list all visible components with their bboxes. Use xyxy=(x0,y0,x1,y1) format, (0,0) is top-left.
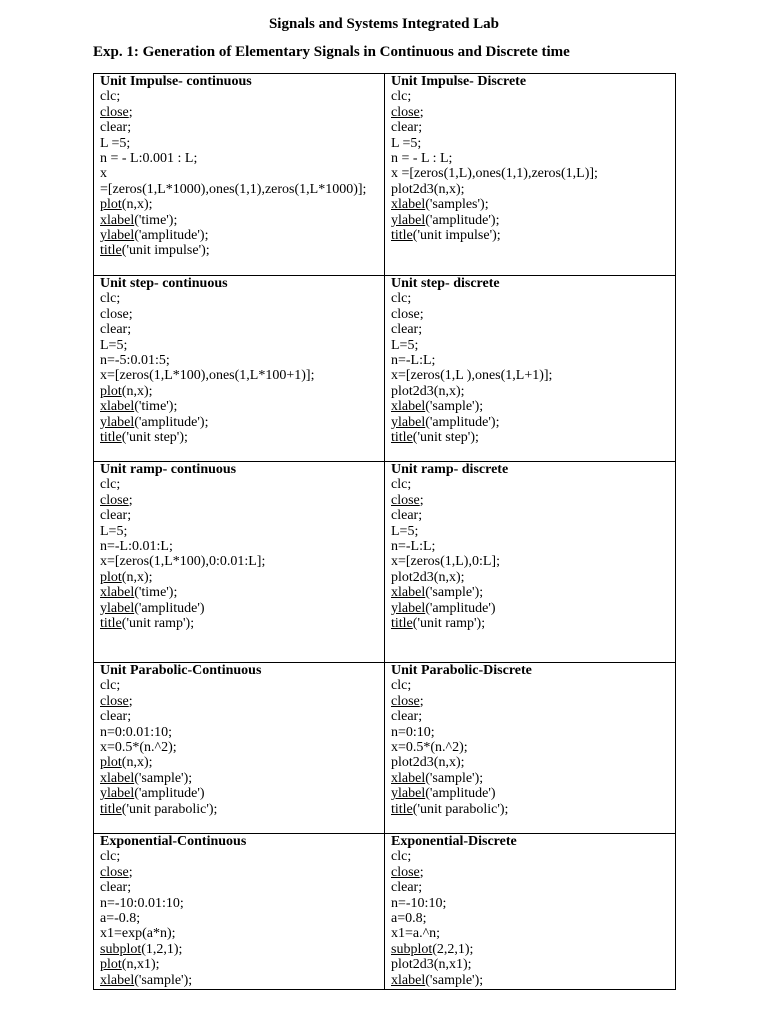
code-text: ('sample'); xyxy=(134,770,193,786)
function-name: ylabel xyxy=(391,414,426,430)
code-line xyxy=(391,865,671,880)
function-name: title xyxy=(391,228,413,244)
code-line xyxy=(100,973,380,988)
code-line xyxy=(100,136,380,151)
code-line xyxy=(391,755,671,770)
code-text: n=0:0.01:10; xyxy=(100,724,173,740)
code-text: ('unit parabolic'); xyxy=(121,801,218,817)
cell-heading: Unit Impulse- Discrete xyxy=(391,74,527,89)
code-text: L=5; xyxy=(391,337,419,353)
code-text: ; xyxy=(419,104,424,120)
code-line xyxy=(100,678,380,693)
code-text: plot2d3(n,x); xyxy=(391,383,465,399)
code-line xyxy=(391,849,671,864)
code-text: (n,x); xyxy=(121,755,153,771)
code-line xyxy=(391,616,671,631)
function-name: xlabel xyxy=(100,770,135,786)
code-line xyxy=(391,399,671,414)
function-name: close xyxy=(391,864,420,880)
code-line xyxy=(391,322,671,337)
code-line xyxy=(391,182,671,197)
code-text: ('time'); xyxy=(134,212,178,228)
code-text: ('sample'); xyxy=(425,585,484,601)
code-line xyxy=(391,942,671,957)
code-text: L =5; xyxy=(391,135,422,151)
function-name: close xyxy=(100,864,129,880)
code-line xyxy=(100,942,380,957)
function-name: plot xyxy=(100,569,122,585)
code-line xyxy=(391,678,671,693)
code-line xyxy=(100,524,380,539)
code-cell-left xyxy=(94,462,385,663)
code-line xyxy=(100,120,380,135)
code-line xyxy=(391,601,671,616)
code-text: x=[zeros(1,L*100),0:0.01:L]; xyxy=(100,554,266,570)
code-line xyxy=(100,786,380,801)
code-text: close; xyxy=(391,306,424,322)
code-line xyxy=(391,585,671,600)
code-text: ; xyxy=(128,492,133,508)
code-text: clc; xyxy=(391,477,412,493)
code-text: x1=a.^n; xyxy=(391,926,441,942)
code-text: ; xyxy=(128,104,133,120)
cell-heading: Unit Parabolic-Discrete xyxy=(391,663,532,678)
code-text: plot2d3(n,x); xyxy=(391,569,465,585)
function-name: title xyxy=(391,616,413,632)
code-text: ; xyxy=(128,693,133,709)
code-line xyxy=(100,151,380,166)
function-name: plot xyxy=(100,755,122,771)
code-line xyxy=(391,554,671,569)
code-line xyxy=(391,880,671,895)
code-line xyxy=(100,570,380,585)
code-line xyxy=(100,554,380,569)
function-name: title xyxy=(100,616,122,632)
code-text: clear; xyxy=(100,508,132,524)
code-line xyxy=(391,740,671,755)
code-text: clc; xyxy=(391,291,412,307)
function-name: title xyxy=(100,801,122,817)
code-text: ('sample'); xyxy=(425,399,484,415)
code-text: n=-L:L; xyxy=(391,353,436,369)
experiment-title: Exp. 1: Generation of Elementary Signals in Continuous and Discrete time xyxy=(93,44,570,60)
code-text: L =5; xyxy=(100,135,131,151)
code-line xyxy=(391,493,671,508)
function-name: ylabel xyxy=(100,786,135,802)
code-text: (n,x); xyxy=(121,569,153,585)
code-text: ('time'); xyxy=(134,399,178,415)
code-text: close; xyxy=(100,306,133,322)
code-line xyxy=(391,430,671,445)
cell-heading: Unit step- discrete xyxy=(391,276,500,291)
code-line xyxy=(100,911,380,926)
code-text: clear; xyxy=(391,709,423,725)
code-line xyxy=(391,136,671,151)
code-line xyxy=(100,585,380,600)
code-text: L=5; xyxy=(100,337,128,353)
code-cell-right xyxy=(385,74,676,276)
code-line xyxy=(391,524,671,539)
function-name: close xyxy=(391,492,420,508)
code-text: n = - L:0.001 : L; xyxy=(100,151,198,167)
code-text: clc; xyxy=(391,678,412,694)
function-name: close xyxy=(100,492,129,508)
function-name: plot xyxy=(100,957,122,973)
function-name: title xyxy=(100,430,122,446)
code-text: =[zeros(1,L*1000),ones(1,1),zeros(1,L*1000)]; xyxy=(100,181,367,197)
code-text: (n,x); xyxy=(121,197,153,213)
code-line xyxy=(391,896,671,911)
function-name: xlabel xyxy=(100,585,135,601)
function-name: ylabel xyxy=(100,414,135,430)
code-line xyxy=(391,120,671,135)
code-line xyxy=(391,338,671,353)
function-name: ylabel xyxy=(391,600,426,616)
code-line xyxy=(391,539,671,554)
code-line xyxy=(391,709,671,724)
code-line xyxy=(100,89,380,104)
code-line xyxy=(100,926,380,941)
code-text: x=[zeros(1,L*100),ones(1,L*100+1)]; xyxy=(100,368,315,384)
code-line xyxy=(100,771,380,786)
code-line xyxy=(100,322,380,337)
code-cell-right xyxy=(385,834,676,990)
code-line xyxy=(391,926,671,941)
code-text: ; xyxy=(419,492,424,508)
function-name: close xyxy=(100,104,129,120)
code-line xyxy=(100,896,380,911)
code-text: clear; xyxy=(391,880,423,896)
code-text: clear; xyxy=(100,322,132,338)
function-name: subplot xyxy=(391,941,433,957)
code-line xyxy=(100,477,380,492)
code-text: ('amplitude'); xyxy=(425,414,500,430)
table-row xyxy=(94,834,676,990)
code-line xyxy=(391,786,671,801)
code-line xyxy=(100,709,380,724)
code-line xyxy=(391,570,671,585)
code-text: x =[zeros(1,L),ones(1,1),zeros(1,L)]; xyxy=(391,166,598,182)
function-name: ylabel xyxy=(391,786,426,802)
function-name: ylabel xyxy=(100,228,135,244)
code-line xyxy=(391,213,671,228)
code-text: ('unit impulse'); xyxy=(412,228,501,244)
function-name: subplot xyxy=(100,941,142,957)
code-line xyxy=(391,151,671,166)
code-text: ('amplitude'); xyxy=(425,212,500,228)
code-text: clear; xyxy=(100,709,132,725)
code-line xyxy=(100,755,380,770)
code-line xyxy=(391,694,671,709)
function-name: title xyxy=(391,801,413,817)
code-text: n=-10:10; xyxy=(391,895,447,911)
code-cell-left xyxy=(94,74,385,276)
code-line xyxy=(100,197,380,212)
code-line xyxy=(100,182,380,197)
code-line xyxy=(391,353,671,368)
code-text: n = - L : L; xyxy=(391,151,453,167)
code-text: clc; xyxy=(100,849,121,865)
cell-heading: Unit ramp- discrete xyxy=(391,462,509,477)
function-name: close xyxy=(100,693,129,709)
code-line xyxy=(100,166,380,181)
code-line xyxy=(100,740,380,755)
code-text: a=-0.8; xyxy=(100,911,141,927)
code-line xyxy=(391,228,671,243)
code-line xyxy=(391,105,671,120)
code-cell-right xyxy=(385,663,676,834)
code-line xyxy=(100,508,380,523)
code-text: ('sample'); xyxy=(425,972,484,988)
code-line xyxy=(100,105,380,120)
code-text: ('unit parabolic'); xyxy=(412,801,509,817)
code-line xyxy=(100,338,380,353)
code-text: clc; xyxy=(100,678,121,694)
code-line xyxy=(100,725,380,740)
code-text: clear; xyxy=(391,120,423,136)
code-text: ; xyxy=(419,864,424,880)
code-text: a=0.8; xyxy=(391,911,427,927)
code-text: (n,x1); xyxy=(121,957,160,973)
code-line xyxy=(100,849,380,864)
code-text: x=0.5*(n.^2); xyxy=(100,740,177,756)
function-name: xlabel xyxy=(100,972,135,988)
code-cell-left xyxy=(94,276,385,462)
code-text: x=0.5*(n.^2); xyxy=(391,740,468,756)
code-text: x=[zeros(1,L ),ones(1,L+1)]; xyxy=(391,368,553,384)
code-text: L=5; xyxy=(100,523,128,539)
code-cell-right xyxy=(385,462,676,663)
code-text: clear; xyxy=(100,880,132,896)
cell-heading: Unit Parabolic-Continuous xyxy=(100,663,262,678)
code-text: ('time'); xyxy=(134,585,178,601)
code-line xyxy=(391,368,671,383)
code-text: x=[zeros(1,L),0:L]; xyxy=(391,554,500,570)
code-line xyxy=(100,415,380,430)
code-text: clear; xyxy=(391,322,423,338)
code-text: ('amplitude'); xyxy=(134,228,209,244)
code-line xyxy=(391,197,671,212)
code-text: ('amplitude') xyxy=(425,786,496,802)
code-cell-left xyxy=(94,834,385,990)
code-text: n=-10:0.01:10; xyxy=(100,895,184,911)
code-line xyxy=(391,957,671,972)
code-text: clc; xyxy=(100,291,121,307)
code-text: n=-L:L; xyxy=(391,539,436,555)
function-name: xlabel xyxy=(391,197,426,213)
code-text: ('amplitude') xyxy=(425,600,496,616)
code-text: clear; xyxy=(391,508,423,524)
code-line xyxy=(100,601,380,616)
function-name: close xyxy=(391,693,420,709)
code-line xyxy=(100,865,380,880)
code-text: ('amplitude'); xyxy=(134,414,209,430)
code-line xyxy=(100,957,380,972)
code-text: clear; xyxy=(100,120,132,136)
cell-heading: Exponential-Continuous xyxy=(100,834,247,849)
code-line xyxy=(100,616,380,631)
function-name: title xyxy=(100,243,122,259)
function-name: plot xyxy=(100,197,122,213)
code-text: plot2d3(n,x1); xyxy=(391,957,472,973)
code-text: ('unit step'); xyxy=(121,430,188,446)
code-line xyxy=(100,430,380,445)
code-text: ('sample'); xyxy=(134,972,193,988)
code-text: n=-5:0.01:5; xyxy=(100,353,170,369)
function-name: close xyxy=(391,104,420,120)
code-line xyxy=(100,694,380,709)
code-line xyxy=(391,508,671,523)
table-row xyxy=(94,74,676,276)
function-name: plot xyxy=(100,383,122,399)
function-name: xlabel xyxy=(100,399,135,415)
code-line xyxy=(391,166,671,181)
code-text: clc; xyxy=(391,89,412,105)
code-line xyxy=(100,880,380,895)
code-line xyxy=(100,213,380,228)
table-row xyxy=(94,276,676,462)
function-name: xlabel xyxy=(391,399,426,415)
code-line xyxy=(391,384,671,399)
code-line xyxy=(391,291,671,306)
code-cell-right xyxy=(385,276,676,462)
table-row xyxy=(94,663,676,834)
code-cell-left xyxy=(94,663,385,834)
code-text: ; xyxy=(419,693,424,709)
cell-heading: Unit Impulse- continuous xyxy=(100,74,252,89)
code-text: plot2d3(n,x); xyxy=(391,755,465,771)
code-text: clc; xyxy=(100,89,121,105)
function-name: xlabel xyxy=(100,212,135,228)
code-text: ; xyxy=(128,864,133,880)
code-text: n=0:10; xyxy=(391,724,435,740)
code-text: (2,2,1); xyxy=(432,941,474,957)
page-title: Signals and Systems Integrated Lab xyxy=(268,16,500,32)
code-text: (1,2,1); xyxy=(141,941,183,957)
code-line xyxy=(391,771,671,786)
code-text: plot2d3(n,x); xyxy=(391,181,465,197)
function-name: xlabel xyxy=(391,972,426,988)
code-text: clc; xyxy=(100,477,121,493)
code-text: (n,x); xyxy=(121,383,153,399)
code-text: ('unit step'); xyxy=(412,430,479,446)
code-text: L=5; xyxy=(391,523,419,539)
function-name: xlabel xyxy=(391,585,426,601)
code-line xyxy=(391,725,671,740)
code-line xyxy=(100,384,380,399)
code-line xyxy=(391,415,671,430)
table-row xyxy=(94,462,676,663)
code-line xyxy=(100,802,380,817)
code-table xyxy=(93,73,676,990)
function-name: ylabel xyxy=(100,600,135,616)
code-text: x xyxy=(100,166,107,182)
code-text: x1=exp(a*n); xyxy=(100,926,176,942)
code-text: ('samples'); xyxy=(425,197,489,213)
code-line xyxy=(100,399,380,414)
code-line xyxy=(100,291,380,306)
code-line xyxy=(100,493,380,508)
code-line xyxy=(391,477,671,492)
code-text: ('unit ramp'); xyxy=(121,616,195,632)
function-name: xlabel xyxy=(391,770,426,786)
code-line xyxy=(100,539,380,554)
code-text: ('amplitude') xyxy=(134,786,205,802)
code-line xyxy=(391,911,671,926)
code-line xyxy=(100,243,380,258)
code-line xyxy=(100,307,380,322)
code-line xyxy=(391,89,671,104)
code-text: ('unit ramp'); xyxy=(412,616,486,632)
cell-heading: Unit ramp- continuous xyxy=(100,462,237,477)
code-text: clc; xyxy=(391,849,412,865)
cell-heading: Exponential-Discrete xyxy=(391,834,517,849)
cell-heading: Unit step- continuous xyxy=(100,276,228,291)
code-line xyxy=(100,353,380,368)
function-name: ylabel xyxy=(391,212,426,228)
code-line xyxy=(391,307,671,322)
code-line xyxy=(100,228,380,243)
code-line xyxy=(391,973,671,988)
code-text: n=-L:0.01:L; xyxy=(100,539,173,555)
code-text: ('unit impulse'); xyxy=(121,243,210,259)
function-name: title xyxy=(391,430,413,446)
code-line xyxy=(100,368,380,383)
code-text: ('amplitude') xyxy=(134,600,205,616)
code-line xyxy=(391,802,671,817)
code-text: ('sample'); xyxy=(425,770,484,786)
